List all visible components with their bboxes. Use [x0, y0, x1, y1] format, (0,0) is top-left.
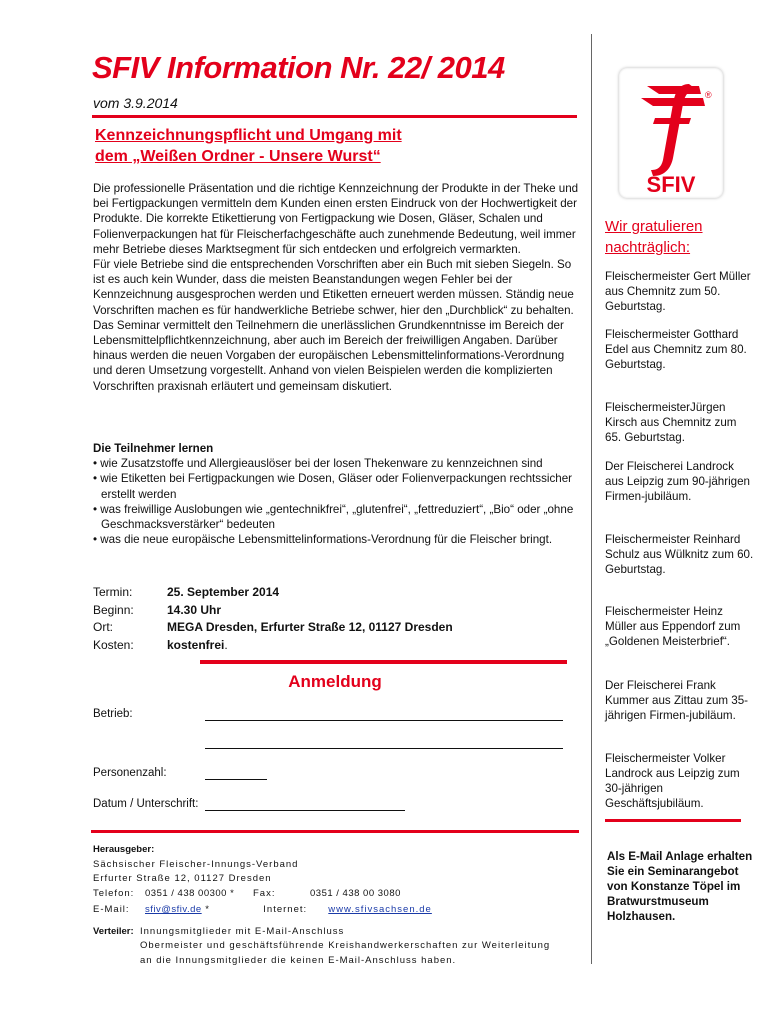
document-title: SFIV Information Nr. 22/ 2014	[92, 50, 505, 85]
subtitle-line-2: dem „Weißen Ordner - Unsere Wurst“	[95, 148, 381, 165]
betrieb-label: Betrieb:	[93, 708, 133, 720]
fax-value: 0351 / 438 00 3080	[310, 887, 401, 899]
registration-divider-top	[200, 660, 567, 664]
email-link[interactable]: sfiv@sfiv.de	[145, 904, 202, 915]
beginn-label: Beginn:	[93, 602, 134, 617]
tel-label: Telefon:	[93, 887, 135, 899]
kosten-value: kostenfrei	[167, 637, 225, 652]
datum-unterschrift-label: Datum / Unterschrift:	[93, 798, 199, 810]
sfiv-logo-graphic	[619, 68, 723, 198]
betrieb-field[interactable]	[205, 720, 563, 721]
verteiler-label: Verteiler:	[93, 925, 134, 937]
datum-unterschrift-field[interactable]	[205, 810, 405, 811]
ort-label: Ort:	[93, 620, 113, 634]
ort-value: MEGA Dresden, Erfurter Straße 12, 01127 Dresden	[167, 620, 453, 634]
subtitle-line-1: Kennzeichnungspflicht und Umgang mit	[95, 127, 402, 144]
publisher-address: Erfurter Straße 12, 01127 Dresden	[93, 873, 272, 884]
publisher-divider	[91, 830, 579, 833]
publisher-heading: Herausgeber:	[93, 844, 155, 855]
sfiv-logo	[619, 68, 723, 198]
congrats-entry: Fleischermeister Reinhard Schulz aus Wülknitz zum 60. Geburtstag.	[605, 533, 754, 576]
publisher-org: Sächsischer Fleischer-Innungs-Verband	[93, 858, 299, 870]
detail-row-beginn	[93, 602, 453, 620]
personenzahl-label: Personenzahl:	[93, 767, 167, 779]
list-item: • wie Zusatzstoffe und Allergieauslöser bei der losen Thekenware zu kennzeichnen sind	[93, 457, 543, 471]
beginn-value: 14.30 Uhr	[167, 602, 222, 617]
sidebar-heading	[605, 216, 703, 258]
termin-value: 25. September 2014	[167, 585, 280, 599]
kosten-label: Kosten:	[93, 637, 134, 652]
registration-heading: Anmeldung	[288, 672, 382, 691]
betrieb-field-second-line[interactable]	[205, 748, 563, 749]
tel-value: 0351 / 438 00300 *	[145, 887, 235, 899]
email-star: *	[205, 904, 210, 915]
column-divider	[591, 34, 592, 964]
article-body	[93, 181, 583, 394]
paragraph: Die professionelle Präsentation und die richtige Kennzeichnung der Produkte in der Theke und bei Fertigpackungen vermitteln dem Kunden einen ersten Eindruck von der Hochwertigkeit der Produkte. Die korrekte Etikettierung von Fertigpackung wie Dosen, Gläser, Schalen und Folienverpackungen hat für Fleischerfachgeschäfte auch zunehmende Bedeutung, weil immer mehr Betriebe dieses Marktsegment für sich entdecken und erfolgreich vermarkten.	[93, 182, 579, 256]
detail-row-ort	[93, 619, 453, 637]
document-date: vom 3.9.2014	[93, 95, 178, 111]
termin-label: Termin:	[93, 585, 133, 599]
title-divider	[92, 115, 577, 118]
event-details	[93, 584, 453, 654]
verteiler-line-1: Innungsmitglieder mit E-Mail-Anschluss	[140, 925, 345, 937]
publisher-block	[93, 843, 550, 968]
verteiler-row	[93, 925, 550, 940]
verteiler-line-2: Obermeister und geschäftsführende Kreishandwerkerschaften zur Weiterleitung	[140, 940, 551, 951]
sidebar-heading-line-2: nachträglich:	[605, 239, 691, 256]
internet-label: Internet:	[263, 904, 308, 915]
fax-label: Fax:	[253, 887, 276, 899]
article-subtitle	[95, 125, 402, 167]
sidebar-note: Als E-Mail Anlage erhalten Sie ein Seminarangebot von Konstanze Töpel im Bratwurstmuseum Holzhausen.	[607, 850, 753, 923]
congrats-entry: Fleischermeister Volker Landrock aus Leipzig zum 30-jährigen Geschäftsjubiläum.	[605, 752, 740, 810]
logo-text: SFIV	[646, 172, 696, 197]
registered-mark: ®	[705, 90, 712, 100]
email-label: E-Mail:	[93, 904, 130, 915]
paragraph: Für viele Betriebe sind die entsprechenden Vorschriften aber ein Buch mit sieben Siegeln. So ist es auch kein Wunder, dass die meisten Beanstandungen wegen Fehler bei der Kennzeichnung ausgesprochen werden und Etiketten erneuert werden müssen. Ständig neue Vorschriften machen es für handwerkliche Betriebe schwer, hier den „Durchblick“ zu behalten.	[93, 258, 574, 317]
congrats-entry: Fleischermeister Gotthard Edel aus Chemnitz zum 80. Geburtstag.	[605, 328, 747, 371]
personenzahl-field[interactable]	[205, 779, 267, 780]
learning-goals	[93, 441, 583, 547]
publisher-email-row	[93, 903, 550, 918]
paragraph: Das Seminar vermittelt den Teilnehmern die unerlässlichen Grundkenntnisse im Bereich der Lebensmittelpflichtkennzeichnung, aber auch im Bereich der freiwilligen Angaben. Darüber hinaus werden die neuen Vorgaben der europäischen Lebensmittelinformations-Verordnung und deren Umsetzung vorgestellt. Anhand von vielen Beispielen werden die komplizierten Vorschriften praxisnah erläutert und gemeinsam diskutiert.	[93, 318, 565, 393]
verteiler-line-3: an die Innungsmitglieder die keinen E-Mail-Anschluss haben.	[140, 954, 457, 966]
congrats-entry: FleischermeisterJürgen Kirsch aus Chemnitz zum 65. Geburtstag.	[605, 401, 737, 444]
detail-row-kosten	[93, 637, 453, 655]
detail-row-termin	[93, 584, 453, 602]
publisher-phone-row	[93, 887, 550, 902]
congrats-entry: Fleischermeister Gert Müller aus Chemnitz zum 50. Geburtstag.	[605, 270, 751, 313]
list-item: • wie Etiketten bei Fertigpackungen wie Dosen, Gläser oder Folienverpackungen rechtssicher erstellt werden	[93, 472, 573, 501]
learning-goals-heading: Die Teilnehmer lernen	[93, 442, 214, 455]
congrats-entry: Der Fleischerei Frank Kummer aus Zittau zum 35-jährigen Firmen-jubiläum.	[605, 679, 749, 722]
sidebar-heading-line-1: Wir gratulieren	[605, 218, 703, 235]
list-item: • was die neue europäische Lebensmittelinformations-Verordnung für die Fleischer bringt.	[93, 533, 553, 547]
kosten-dot: .	[224, 637, 228, 652]
congrats-entry: Fleischermeister Heinz Müller aus Eppendorf zum „Goldenen Meisterbrief“.	[605, 605, 741, 648]
list-item: • was freiwillige Auslobungen wie „gentechnikfrei“, „glutenfrei“, „fettreduziert“, „Bio“ oder „ohne Geschmacksverstärker“ bedeuten	[93, 502, 574, 532]
congrats-entry: Der Fleischerei Landrock aus Leipzig zum 90-jährigen Firmen-jubiläum.	[605, 460, 751, 503]
learning-goals-list	[93, 456, 583, 547]
internet-link[interactable]: www.sfivsachsen.de	[328, 904, 432, 915]
sidebar-divider	[605, 819, 741, 822]
